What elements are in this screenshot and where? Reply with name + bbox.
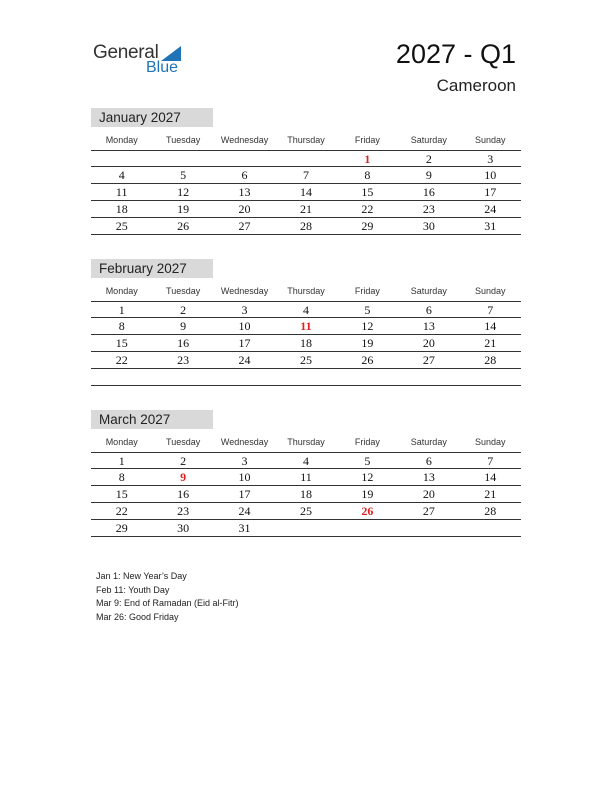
- day-cell: 25: [115, 219, 128, 233]
- day-cell: 2: [425, 152, 432, 166]
- day-cell: 22: [361, 202, 374, 216]
- day-cell: 7: [487, 303, 494, 317]
- day-cell: 19: [361, 336, 374, 350]
- weekday-label: Saturday: [410, 286, 447, 296]
- weekday-label: Monday: [105, 286, 138, 296]
- day-cell: 7: [302, 168, 309, 182]
- weekday-header-row: [91, 437, 521, 452]
- day-cell: 23: [177, 353, 190, 367]
- day-cell: 13: [422, 319, 435, 333]
- weekday-label: Saturday: [410, 135, 447, 145]
- holiday-note: Feb 11: Youth Day: [96, 584, 170, 595]
- day-cell: 20: [238, 202, 251, 216]
- day-cell: 9: [425, 168, 432, 182]
- brand-logo: [93, 42, 193, 78]
- day-cell: 28: [484, 504, 497, 518]
- week-row: [91, 486, 521, 503]
- month-title: January 2027: [91, 108, 213, 127]
- day-cell: 4: [302, 303, 309, 317]
- day-cell: [91, 151, 152, 166]
- day-cell: 15: [115, 336, 128, 350]
- day-cell: 5: [364, 303, 371, 317]
- day-cell: 2: [180, 303, 187, 317]
- day-cell: 5: [364, 454, 371, 468]
- month-march: [91, 410, 521, 537]
- day-cell: [275, 520, 336, 536]
- day-cell: 10: [484, 168, 497, 182]
- week-row: [91, 452, 521, 469]
- day-cell: 5: [180, 168, 187, 182]
- page-title: 2027 - Q1: [395, 39, 516, 69]
- month-title: March 2027: [91, 410, 213, 429]
- weekday-label: Tuesday: [166, 135, 201, 145]
- weekday-label: Tuesday: [166, 286, 201, 296]
- day-cell: 18: [299, 336, 312, 350]
- day-cell: 8: [118, 470, 125, 484]
- day-cell: [337, 369, 398, 385]
- week-row: [91, 520, 521, 537]
- day-cell: 18: [299, 487, 312, 501]
- holiday-day-cell: 9: [180, 470, 187, 484]
- day-cell: 20: [422, 336, 435, 350]
- day-cell: 23: [422, 202, 435, 216]
- month-january: [91, 108, 521, 235]
- day-cell: 3: [487, 152, 494, 166]
- day-cell: 18: [115, 202, 128, 216]
- weekday-label: Friday: [354, 437, 380, 447]
- holiday-day-cell: 1: [364, 152, 371, 166]
- weekday-label: Thursday: [287, 286, 325, 296]
- day-cell: 22: [115, 353, 128, 367]
- weekday-label: Monday: [105, 437, 138, 447]
- day-cell: 27: [422, 353, 435, 367]
- weekday-label: Sunday: [474, 135, 506, 145]
- weekday-label: Saturday: [410, 437, 447, 447]
- day-cell: [398, 520, 459, 536]
- weekday-label: Sunday: [474, 437, 506, 447]
- week-row: [91, 150, 521, 167]
- week-row: [91, 352, 521, 369]
- day-cell: 4: [118, 168, 125, 182]
- day-cell: 11: [300, 470, 312, 484]
- day-cell: 30: [422, 219, 435, 233]
- day-cell: [152, 369, 213, 385]
- day-cell: 14: [484, 319, 497, 333]
- day-cell: 1: [118, 454, 125, 468]
- day-cell: 14: [484, 470, 497, 484]
- day-cell: 28: [484, 353, 497, 367]
- day-cell: 25: [299, 353, 312, 367]
- day-cell: [152, 151, 213, 166]
- day-cell: 12: [361, 470, 374, 484]
- day-cell: 25: [299, 504, 312, 518]
- day-cell: [460, 520, 521, 536]
- day-cell: 28: [299, 219, 312, 233]
- day-cell: [214, 369, 275, 385]
- day-cell: 29: [361, 219, 374, 233]
- day-cell: 16: [177, 336, 190, 350]
- day-cell: 15: [115, 487, 128, 501]
- weekday-header-row: [91, 135, 521, 150]
- day-cell: 30: [177, 521, 190, 535]
- weekday-label: Wednesday: [220, 437, 269, 447]
- day-cell: 10: [238, 470, 251, 484]
- day-cell: 3: [241, 303, 248, 317]
- week-row: [91, 201, 521, 218]
- weekday-label: Tuesday: [166, 437, 201, 447]
- day-cell: 24: [238, 353, 251, 367]
- weekday-label: Wednesday: [220, 286, 269, 296]
- weekday-label: Wednesday: [220, 135, 269, 145]
- logo-text-general: General: [93, 42, 159, 63]
- day-cell: 11: [115, 185, 128, 199]
- week-row: [91, 167, 521, 184]
- week-row: [91, 301, 521, 318]
- week-row: [91, 184, 521, 201]
- day-cell: 16: [177, 487, 190, 501]
- holiday-day-cell: 11: [300, 319, 312, 333]
- day-cell: 20: [422, 487, 435, 501]
- day-cell: 26: [361, 353, 374, 367]
- day-cell: [275, 369, 336, 385]
- day-cell: 8: [364, 168, 371, 182]
- holiday-note: Mar 26: Good Friday: [96, 611, 179, 622]
- day-cell: 21: [484, 336, 497, 350]
- day-cell: 27: [422, 504, 435, 518]
- day-cell: [214, 151, 275, 166]
- day-cell: 21: [299, 202, 312, 216]
- weekday-label: Sunday: [474, 286, 506, 296]
- holiday-notes: [96, 570, 239, 624]
- day-cell: 15: [361, 185, 374, 199]
- weekday-label: Monday: [105, 135, 138, 145]
- weekday-label: Friday: [354, 286, 380, 296]
- day-cell: 23: [177, 504, 190, 518]
- day-cell: 19: [177, 202, 190, 216]
- week-row: [91, 318, 521, 335]
- day-cell: [460, 369, 521, 385]
- weekday-label: Thursday: [287, 437, 325, 447]
- day-cell: 24: [238, 504, 251, 518]
- holiday-note: Jan 1: New Year’s Day: [96, 571, 187, 581]
- logo-text-blue: Blue: [146, 59, 179, 76]
- day-cell: 24: [484, 202, 497, 216]
- week-row: [91, 503, 521, 520]
- day-cell: 13: [238, 185, 251, 199]
- country-name: Cameroon: [436, 76, 516, 95]
- day-cell: [275, 151, 336, 166]
- day-cell: 29: [115, 521, 128, 535]
- month-february: [91, 259, 521, 386]
- day-cell: 6: [425, 303, 432, 317]
- day-cell: 6: [241, 168, 248, 182]
- day-cell: 17: [238, 336, 251, 350]
- day-cell: [337, 520, 398, 536]
- day-cell: [398, 369, 459, 385]
- week-row: [91, 369, 521, 386]
- day-cell: 6: [425, 454, 432, 468]
- day-cell: 9: [180, 319, 187, 333]
- day-cell: 16: [422, 185, 435, 199]
- week-row: [91, 218, 521, 235]
- day-cell: 14: [299, 185, 312, 199]
- day-cell: 12: [177, 185, 190, 199]
- day-cell: 8: [118, 319, 125, 333]
- day-cell: 31: [238, 521, 251, 535]
- day-cell: 22: [115, 504, 128, 518]
- day-cell: 26: [177, 219, 190, 233]
- day-cell: 19: [361, 487, 374, 501]
- holiday-note: Mar 9: End of Ramadan (Eid al-Fitr): [96, 598, 239, 608]
- week-row: [91, 469, 521, 486]
- weekday-label: Friday: [354, 135, 380, 145]
- day-cell: 1: [118, 303, 125, 317]
- week-row: [91, 335, 521, 352]
- day-cell: 17: [238, 487, 251, 501]
- month-title: February 2027: [91, 259, 213, 278]
- day-cell: 17: [484, 185, 497, 199]
- day-cell: 31: [484, 219, 497, 233]
- day-cell: 2: [180, 454, 187, 468]
- day-cell: 3: [241, 454, 248, 468]
- day-cell: 10: [238, 319, 251, 333]
- day-cell: 13: [422, 470, 435, 484]
- holiday-day-cell: 26: [361, 504, 374, 518]
- day-cell: [91, 369, 152, 385]
- day-cell: 21: [484, 487, 497, 501]
- weekday-header-row: [91, 286, 521, 301]
- weekday-label: Thursday: [287, 135, 325, 145]
- day-cell: 4: [302, 454, 309, 468]
- day-cell: 7: [487, 454, 494, 468]
- day-cell: 12: [361, 319, 374, 333]
- day-cell: 27: [238, 219, 251, 233]
